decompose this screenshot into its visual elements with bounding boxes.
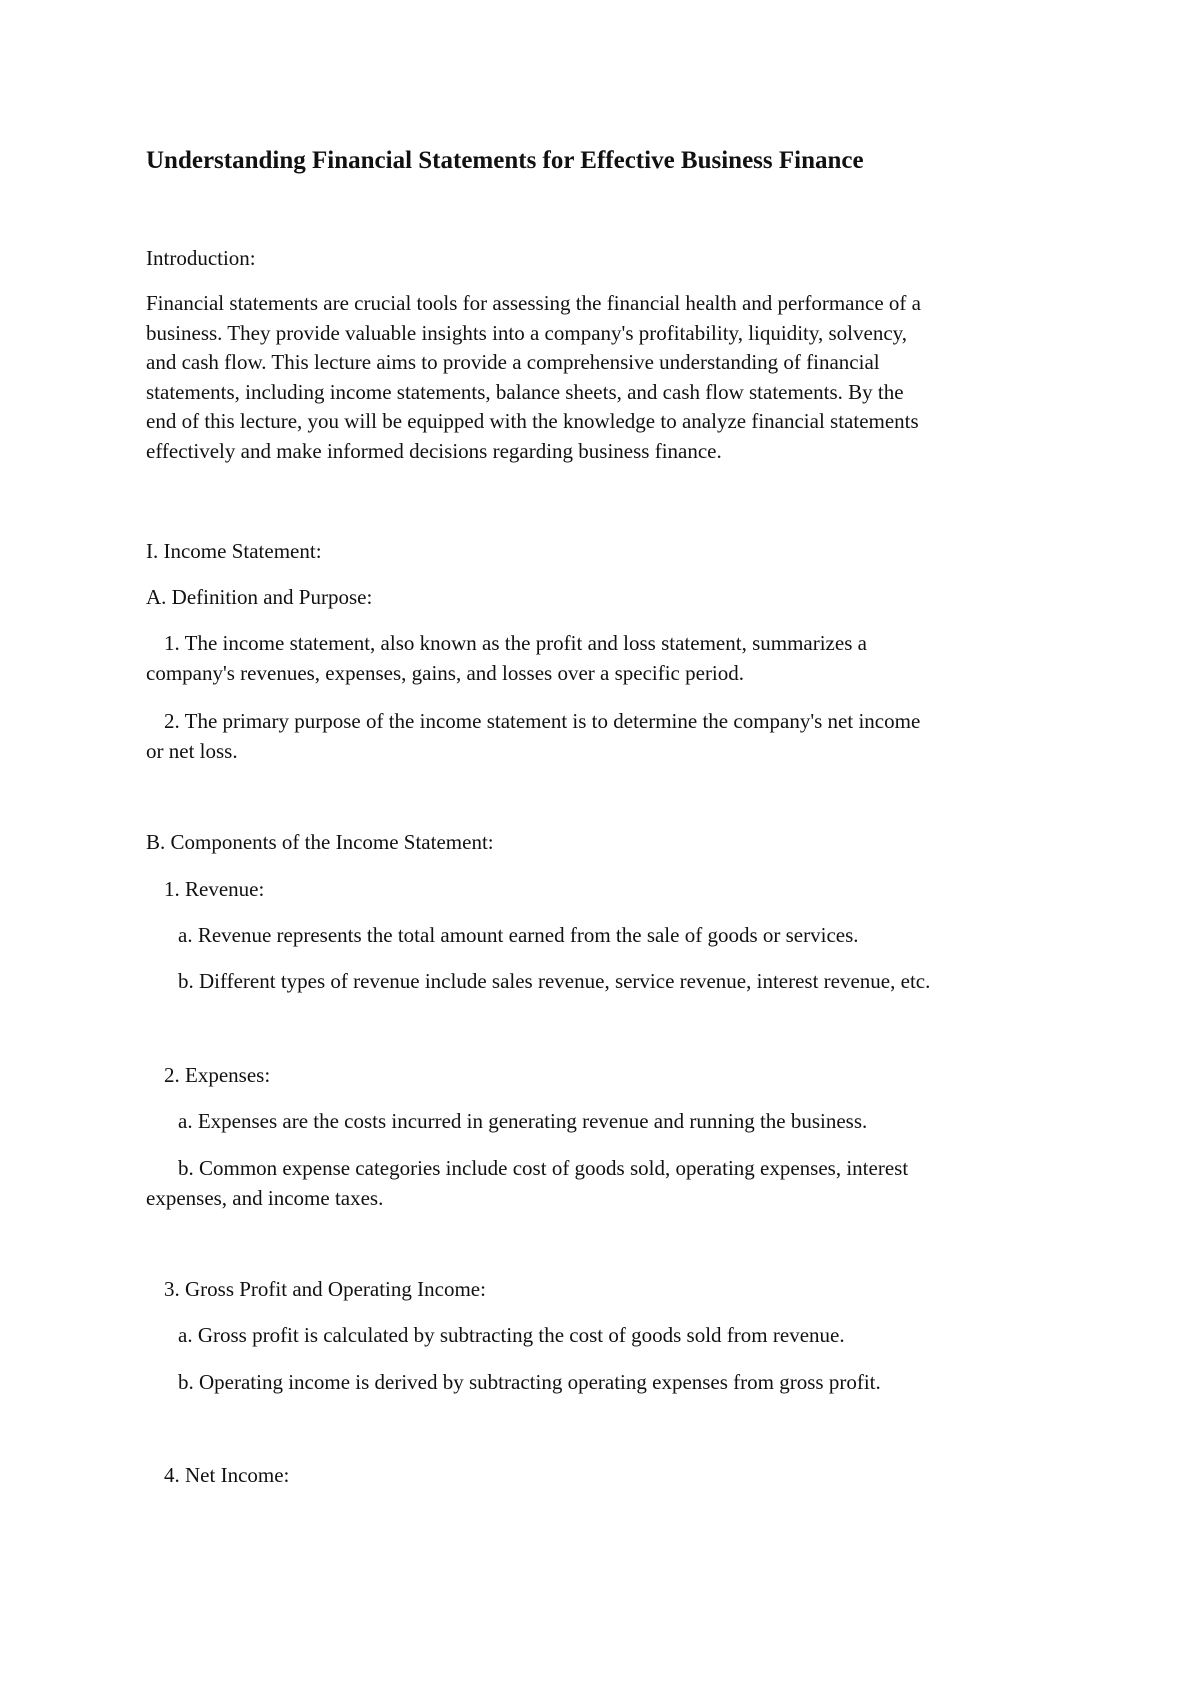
- intro-line: end of this lecture, you will be equipped with the knowledge to analyze financial statements: [146, 409, 919, 433]
- intro-line: effectively and make informed decisions regarding business finance.: [146, 438, 722, 463]
- revenue-heading: 1. Revenue:: [164, 877, 265, 901]
- subsection-heading-components: B. Components of the Income Statement:: [146, 830, 494, 854]
- introduction-paragraph: [146, 289, 1066, 466]
- gross-profit-heading: 3. Gross Profit and Operating Income:: [164, 1277, 486, 1301]
- revenue-item-b: b. Different types of revenue include sales revenue, service revenue, interest revenue, etc.: [178, 969, 931, 993]
- intro-line: business. They provide valuable insights into a company's profitability, liquidity, solvency,: [146, 320, 908, 345]
- expenses-item-b: b. Common expense categories include cost of goods sold, operating expenses, interest: [178, 1156, 909, 1180]
- intro-line: Financial statements are crucial tools for assessing the financial health and performance of a: [146, 291, 921, 315]
- gross-profit-item-b: b. Operating income is derived by subtracting operating expenses from gross profit.: [178, 1370, 881, 1394]
- net-income-heading: 4. Net Income:: [164, 1463, 290, 1487]
- definition-item-2: 2. The primary purpose of the income statement is to determine the company's net income: [164, 709, 921, 733]
- intro-line: and cash flow. This lecture aims to provide a comprehensive understanding of financial: [146, 350, 880, 374]
- definition-item-2-continuation: or net loss.: [146, 739, 238, 763]
- expenses-heading: 2. Expenses:: [164, 1063, 271, 1087]
- definition-item-1: 1. The income statement, also known as the profit and loss statement, summarizes a: [164, 631, 867, 655]
- introduction-heading: Introduction:: [146, 246, 256, 270]
- section-heading-income-statement: I. Income Statement:: [146, 539, 322, 563]
- subsection-heading-definition: A. Definition and Purpose:: [146, 585, 373, 609]
- gross-profit-item-a: a. Gross profit is calculated by subtracting the cost of goods sold from revenue.: [178, 1323, 845, 1347]
- definition-item-1-continuation: company's revenues, expenses, gains, and losses over a specific period.: [146, 661, 745, 685]
- revenue-item-a: a. Revenue represents the total amount earned from the sale of goods or services.: [178, 923, 859, 947]
- expenses-item-a: a. Expenses are the costs incurred in generating revenue and running the business.: [178, 1109, 868, 1133]
- document-title: Understanding Financial Statements for Effective Business Finance: [146, 147, 864, 174]
- expenses-item-b-continuation: expenses, and income taxes.: [146, 1186, 384, 1210]
- intro-line: statements, including income statements, balance sheets, and cash flow statements. By the: [146, 379, 904, 404]
